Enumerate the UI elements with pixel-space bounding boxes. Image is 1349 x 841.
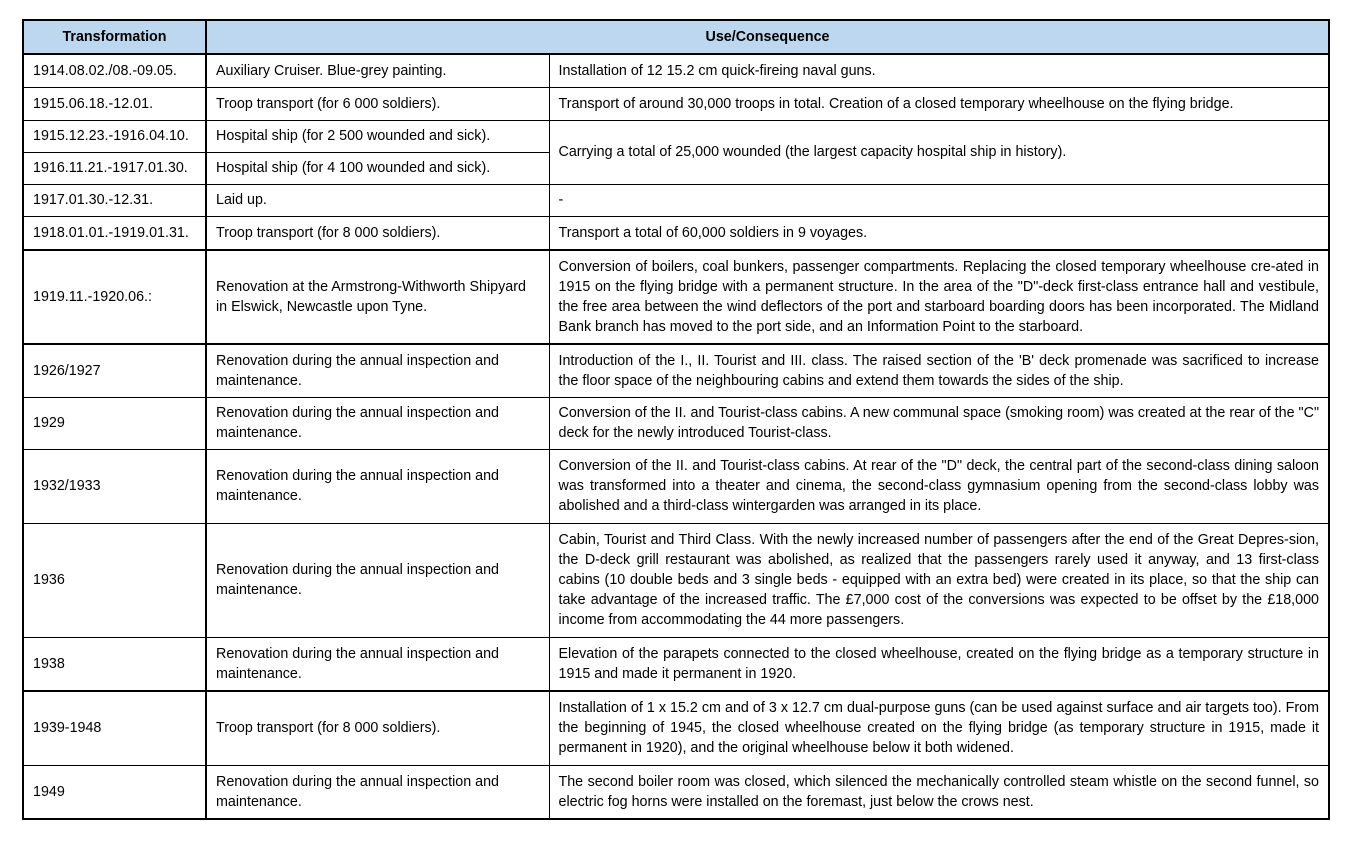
- table-row: [23, 120, 1329, 152]
- row-date: 1916.11.21.-1917.01.30.: [23, 152, 206, 184]
- header-use-consequence: Use/Consequence: [206, 20, 1329, 54]
- table-row: [23, 523, 1329, 637]
- row-type: Hospital ship (for 4 100 wounded and sick).: [206, 152, 549, 184]
- table-row: [23, 54, 1329, 87]
- transformation-table-container: [22, 19, 1328, 820]
- table-row: [23, 637, 1329, 691]
- row-type: Renovation during the annual inspection and maintenance.: [206, 344, 549, 397]
- row-date: 1932/1933: [23, 449, 206, 523]
- row-date: 1918.01.01.-1919.01.31.: [23, 216, 206, 250]
- row-use: Conversion of the II. and Tourist-class cabins. At rear of the "D" deck, the central part of the second-class dining saloon was transformed into a theater and cinema, the second-class gymnasium opening from the second-class lobby was abolished and a third-class wintergarden was arranged in its place.: [549, 449, 1329, 523]
- row-type: Troop transport (for 8 000 soldiers).: [206, 691, 549, 765]
- row-type: Hospital ship (for 2 500 wounded and sick).: [206, 120, 549, 152]
- table-row: [23, 216, 1329, 250]
- row-type: Renovation during the annual inspection and maintenance.: [206, 397, 549, 449]
- row-type: Renovation during the annual inspection and maintenance.: [206, 765, 549, 819]
- table-row: [23, 87, 1329, 120]
- row-type: Troop transport (for 6 000 soldiers).: [206, 87, 549, 120]
- table-row: [23, 184, 1329, 216]
- row-type: Renovation during the annual inspection and maintenance.: [206, 449, 549, 523]
- row-use: The second boiler room was closed, which silenced the mechanically controlled steam whistle on the second funnel, so electric fog horns were installed on the foremast, just below the crows nest.: [549, 765, 1329, 819]
- row-use: Conversion of the II. and Tourist-class cabins. A new communal space (smoking room) was created at the rear of the "C" deck for the newly introduced Tourist-class.: [549, 397, 1329, 449]
- row-type: Renovation during the annual inspection and maintenance.: [206, 523, 549, 637]
- row-date: 1936: [23, 523, 206, 637]
- transformation-table: [22, 19, 1330, 820]
- row-date: 1939-1948: [23, 691, 206, 765]
- header-transformation: Transformation: [23, 20, 206, 54]
- row-use: Elevation of the parapets connected to the closed wheelhouse, created on the flying bridge as a temporary structure in 1915 and made it permanent in 1920.: [549, 637, 1329, 691]
- row-type: Renovation at the Armstrong-Withworth Shipyard in Elswick, Newcastle upon Tyne.: [206, 250, 549, 344]
- row-type: Renovation during the annual inspection and maintenance.: [206, 637, 549, 691]
- row-use: Conversion of boilers, coal bunkers, passenger compartments. Replacing the closed temporary wheelhouse cre-ated in 1915 on the flying bridge with a permanent structure. In the area of the "D"-deck first-class entrance hall and vestibule, the free area between the wind deflectors of the port and starboard boarding doors has been incorporated. The Midland Bank branch has moved to the port side, and an Information Point to the starboard.: [549, 250, 1329, 344]
- row-date: 1929: [23, 397, 206, 449]
- row-date: 1938: [23, 637, 206, 691]
- row-use: Installation of 12 15.2 cm quick-fireing naval guns.: [549, 54, 1329, 87]
- row-use: Transport of around 30,000 troops in total. Creation of a closed temporary wheelhouse on the flying bridge.: [549, 87, 1329, 120]
- row-date: 1914.08.02./08.-09.05.: [23, 54, 206, 87]
- row-date: 1917.01.30.-12.31.: [23, 184, 206, 216]
- row-use: Cabin, Tourist and Third Class. With the newly increased number of passengers after the end of the Great Depres-sion, the D-deck grill restaurant was abolished, as realized that the passengers rarely used it anyway, and 13 first-class cabins (10 double beds and 3 single beds - equipped with an extra bed) were created in its place, so that the ship can take advantage of the increased traffic. The £7,000 cost of the conversions was expected to be offset by the £18,000 income from accommodating the 44 more passengers.: [549, 523, 1329, 637]
- row-date: 1915.06.18.-12.01.: [23, 87, 206, 120]
- row-use: Carrying a total of 25,000 wounded (the largest capacity hospital ship in history).: [549, 120, 1329, 184]
- table-row: [23, 397, 1329, 449]
- row-type: Troop transport (for 8 000 soldiers).: [206, 216, 549, 250]
- row-use: Installation of 1 x 15.2 cm and of 3 x 12.7 cm dual-purpose guns (can be used against surface and air targets too). From the beginning of 1945, the closed wheelhouse created on the flying bridge (as temporary structure in 1915, made it permanent in 1920), and the original wheelhouse below it both widened.: [549, 691, 1329, 765]
- row-date: 1919.11.-1920.06.:: [23, 250, 206, 344]
- table-row: [23, 765, 1329, 819]
- table-row: [23, 250, 1329, 344]
- table-row: [23, 449, 1329, 523]
- header-row: [23, 20, 1329, 54]
- row-use: Introduction of the I., II. Tourist and III. class. The raised section of the 'B' deck promenade was sacrificed to increase the floor space of the neighbouring cabins and extend them towards the sides of the ship.: [549, 344, 1329, 397]
- row-date: 1926/1927: [23, 344, 206, 397]
- row-type: Auxiliary Cruiser. Blue-grey painting.: [206, 54, 549, 87]
- row-use: Transport a total of 60,000 soldiers in 9 voyages.: [549, 216, 1329, 250]
- row-type: Laid up.: [206, 184, 549, 216]
- table-row: [23, 344, 1329, 397]
- row-date: 1915.12.23.-1916.04.10.: [23, 120, 206, 152]
- row-date: 1949: [23, 765, 206, 819]
- table-row: [23, 691, 1329, 765]
- row-use: -: [549, 184, 1329, 216]
